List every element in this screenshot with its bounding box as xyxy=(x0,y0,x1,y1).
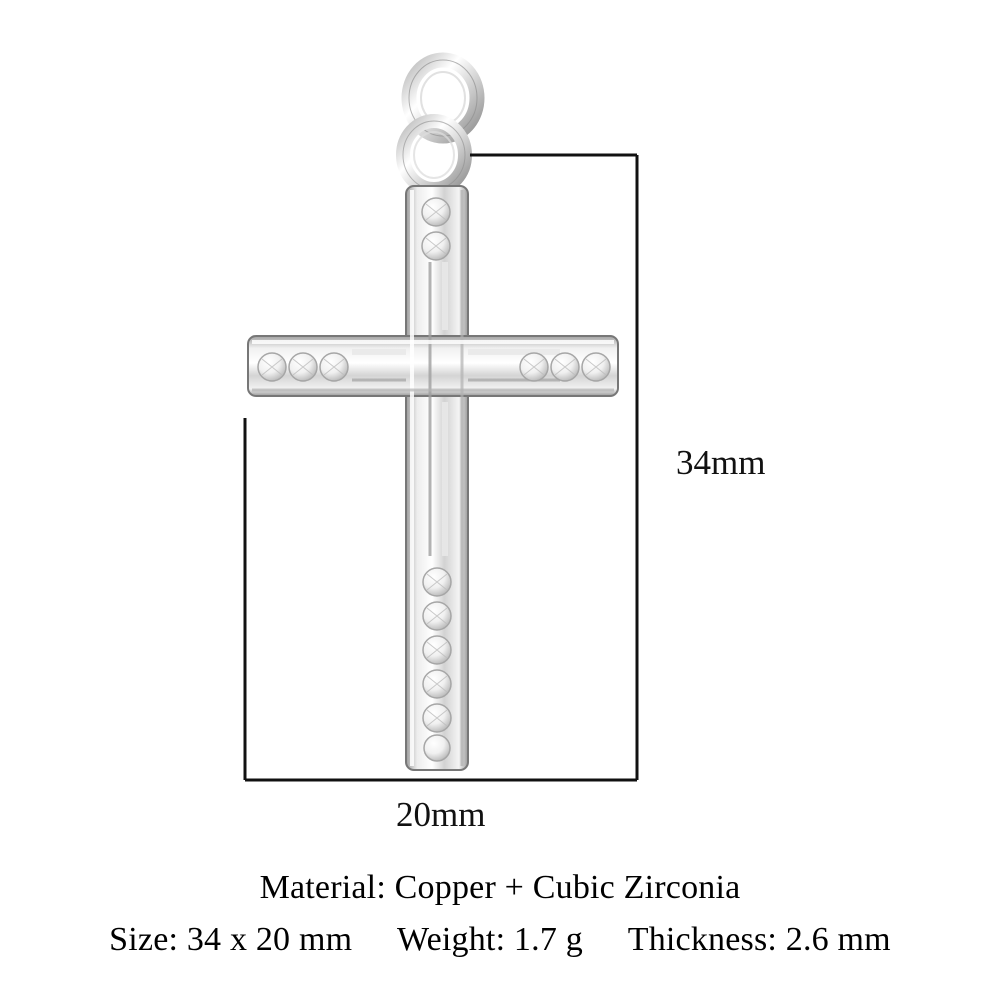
thickness-text: Thickness: 2.6 mm xyxy=(627,921,891,958)
material-text: Material: Copper + Cubic Zirconia xyxy=(259,869,741,906)
weight-text: Weight: 1.7 g xyxy=(397,921,583,958)
width-dimension-label: 20mm xyxy=(396,795,486,834)
size-weight-thickness-row xyxy=(0,914,1000,966)
size-text: Size: 34 x 20 mm xyxy=(109,921,353,958)
product-specs xyxy=(0,862,1000,966)
height-dimension-label: 34mm xyxy=(676,443,766,482)
pendant-bail xyxy=(403,60,477,189)
